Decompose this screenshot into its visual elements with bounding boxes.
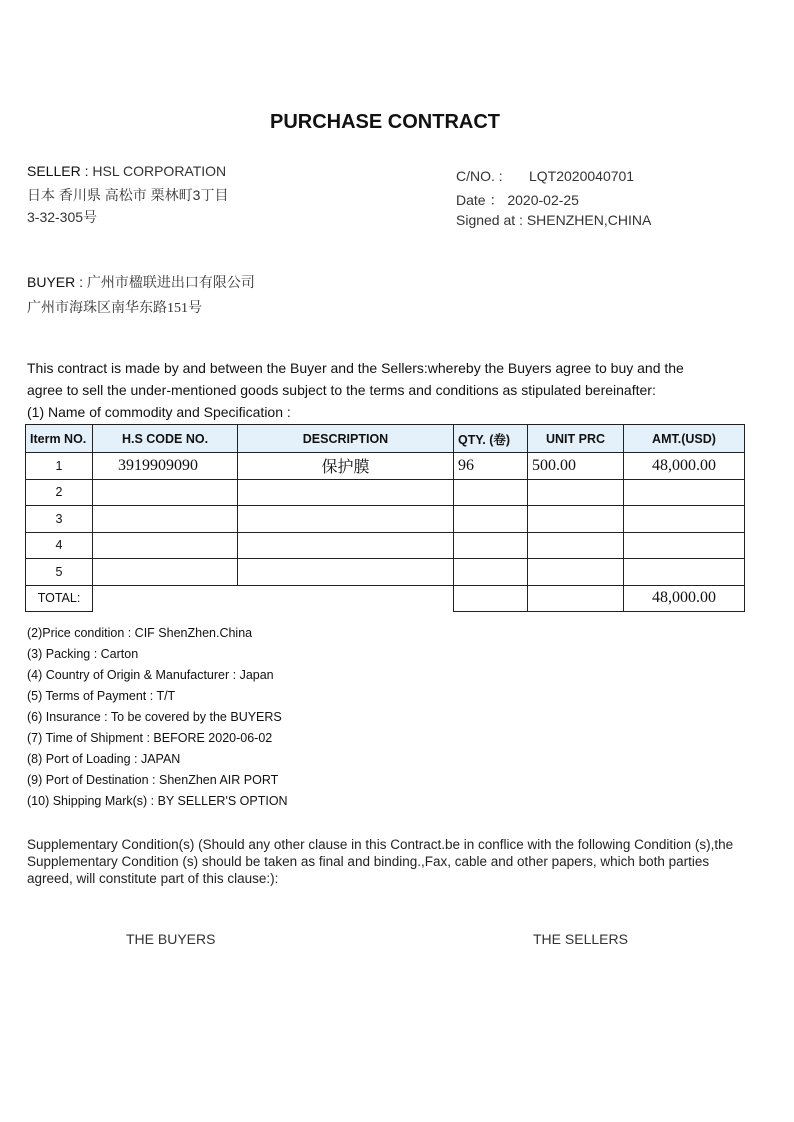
cell-qty [454,506,528,533]
total-label: TOTAL: [26,585,93,612]
cell-item-no: 2 [26,479,93,506]
signed-at-label: Signed at : [456,212,523,228]
signature-buyers: THE BUYERS [126,931,216,947]
contract-date-label: Date ： [456,192,504,208]
table-header-row [26,425,745,453]
cell-qty [454,479,528,506]
condition-port-loading: (8) Port of Loading : JAPAN [27,752,181,766]
cell-description [238,479,454,506]
cell-amount [624,506,745,533]
cell-description [238,506,454,533]
table-total-row [26,585,745,612]
header-qty: QTY. (卷) [454,425,528,453]
intro-line-2: agree to sell the under-mentioned goods subject to the terms and conditions as stipulated bereinafter: [27,382,656,398]
seller-address-line2: 3-32-305号 [27,209,98,225]
cell-description [238,559,454,586]
cell-hs-code [93,532,238,559]
condition-shipment-time: (7) Time of Shipment : BEFORE 2020-06-02 [27,731,273,745]
total-amount: 48,000.00 [624,585,745,612]
buyer-name: 广州市楹联进出口有限公司 [86,274,255,290]
contract-date [456,190,579,210]
cell-unit-price [528,532,624,559]
contract-signed-at [456,212,651,228]
cell-amount [624,559,745,586]
cell-item-no: 5 [26,559,93,586]
header-item-no: Iterm NO. [26,425,93,453]
contract-date-value: 2020-02-25 [507,192,579,208]
seller-address-line1: 日本 香川県 高松市 栗林町3丁目 [27,187,229,203]
buyer-line [27,272,255,292]
cell-item-no: 1 [26,453,93,480]
cell-description [238,532,454,559]
table-row [26,506,745,533]
signed-at-value: SHENZHEN,CHINA [526,212,652,228]
condition-payment: (5) Terms of Payment : T/T [27,689,176,703]
seller-name: HSL CORPORATION [92,163,227,179]
cell-item-no: 4 [26,532,93,559]
condition-packing: (3) Packing : Carton [27,647,139,661]
condition-insurance: (6) Insurance : To be covered by the BUYERS [27,710,282,724]
signature-sellers: THE SELLERS [533,931,628,947]
cell-item-no: 3 [26,506,93,533]
table-row [26,532,745,559]
cell-hs-code [93,506,238,533]
condition-port-destination: (9) Port of Destination : ShenZhen AIR PORT [27,773,279,787]
total-qty-cell [454,585,528,612]
header-description: DESCRIPTION [238,425,454,453]
page-title: PURCHASE CONTRACT [270,111,500,133]
condition-price: (2)Price condition : CIF ShenZhen.China [27,626,253,640]
condition-shipping-mark: (10) Shipping Mark(s) : BY SELLER'S OPTION [27,794,288,808]
table-row [26,479,745,506]
header-hs-code: H.S CODE NO. [93,425,238,453]
supplementary-conditions: Supplementary Condition(s) (Should any other clause in this Contract.be in conflice with the following Condition (s),the Supplementary Condition (s) should be taken as final and binding.,Fax, cable and other papers, which both parties agreed, will constitute part of this clause:): [27,837,734,886]
condition-origin: (4) Country of Origin & Manufacturer : Japan [27,668,274,682]
cell-hs-code [93,479,238,506]
header-amount: AMT.(USD) [624,425,745,453]
buyer-label: BUYER : [27,274,84,290]
cell-hs-code [93,559,238,586]
cell-qty [454,559,528,586]
seller-line [27,163,226,179]
contract-number-label: C/NO. : [456,168,503,184]
cell-qty: 96 [454,453,528,480]
cell-hs-code: 3919909090 [93,453,238,480]
cell-unit-price: 500.00 [528,453,624,480]
intro-line-3: (1) Name of commodity and Specification : [27,404,291,420]
contract-number-value: LQT2020040701 [529,168,635,184]
cell-unit-price [528,559,624,586]
cell-amount [624,532,745,559]
cell-qty [454,532,528,559]
cell-unit-price [528,506,624,533]
total-unit-cell [528,585,624,612]
header-unit-price: UNIT PRC [528,425,624,453]
cell-amount: 48,000.00 [624,453,745,480]
intro-line-1: This contract is made by and between the Buyer and the Sellers:whereby the Buyers agree to buy and the [27,360,684,376]
total-empty-cell [93,585,454,612]
seller-label: SELLER : [27,163,89,179]
cell-unit-price [528,479,624,506]
buyer-address: 广州市海珠区南华东路151号 [27,301,202,316]
table-row [26,453,745,480]
commodity-table [25,424,745,612]
table-row [26,559,745,586]
cell-amount [624,479,745,506]
cell-description: 保护膜 [238,453,454,480]
